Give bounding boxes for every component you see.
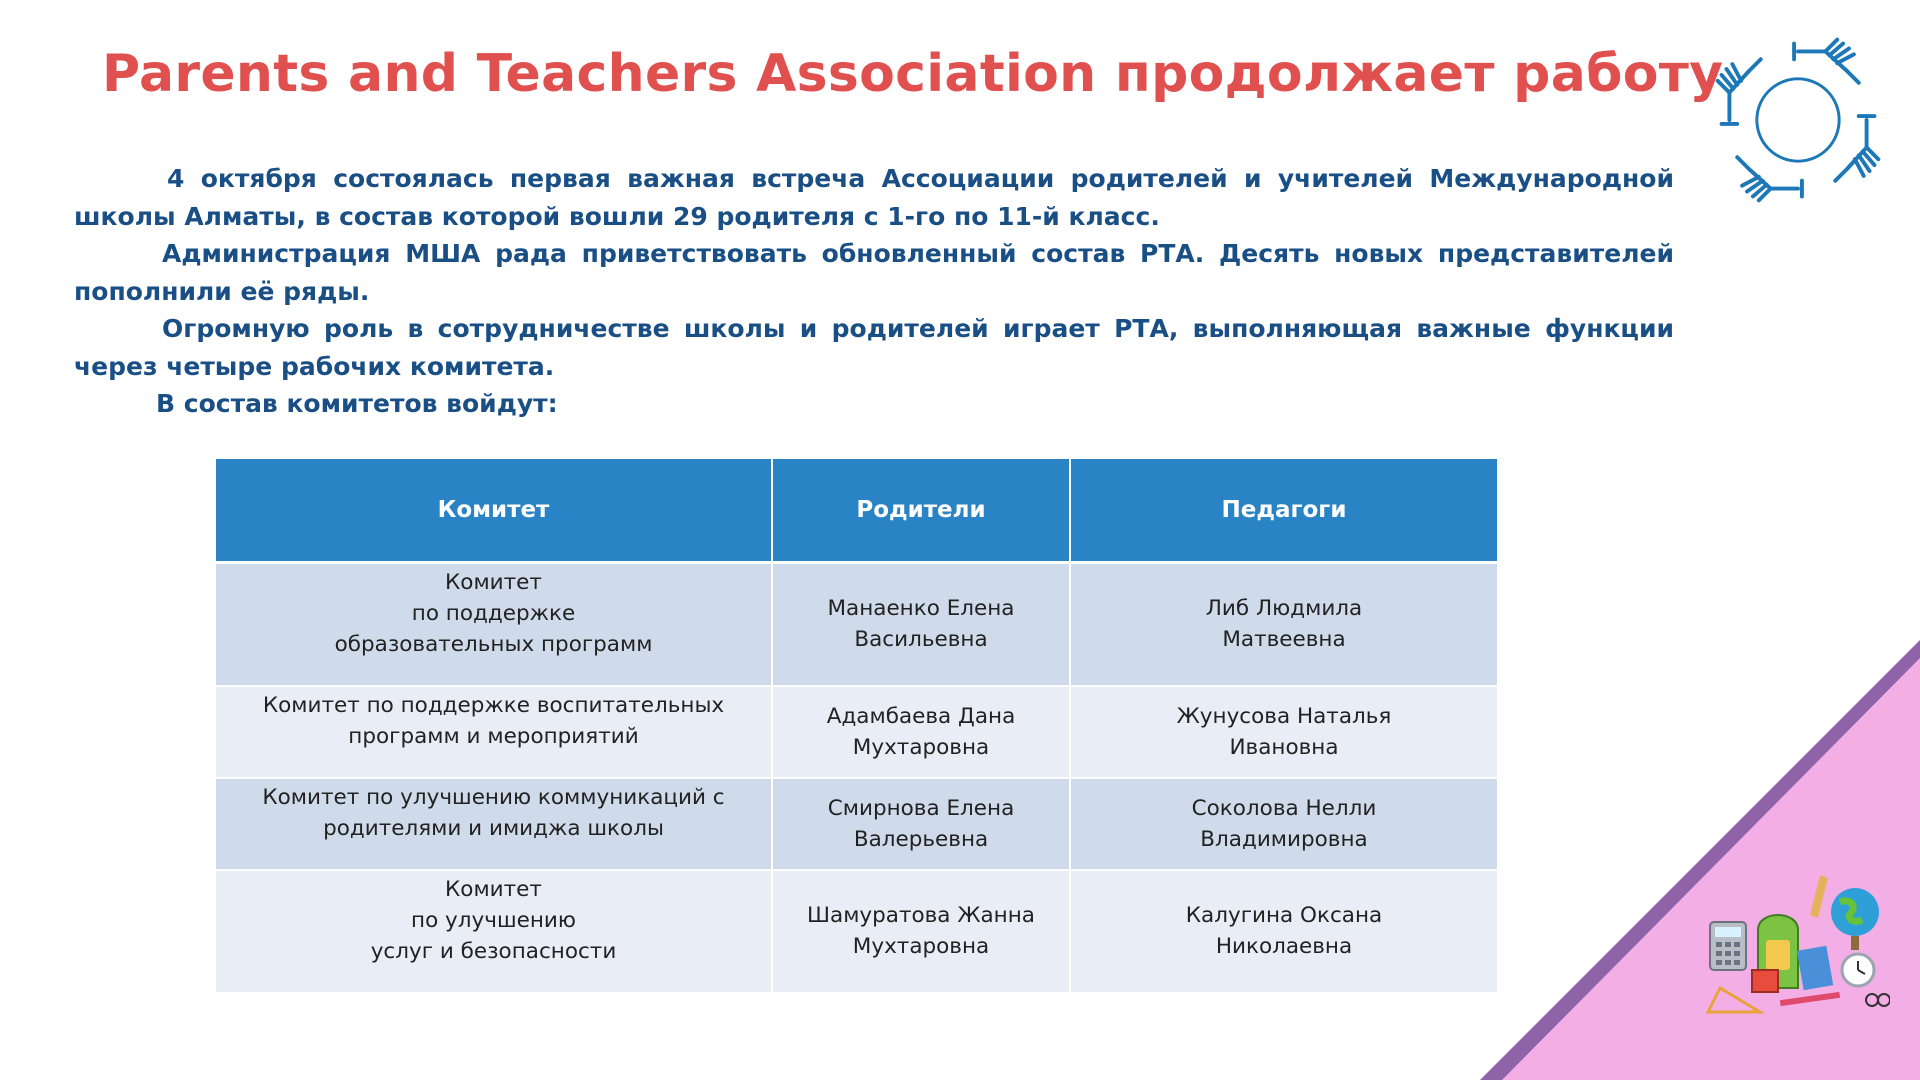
committee-cell <box>216 563 772 686</box>
parent-name-line: Шамуратова Жанна <box>807 903 1035 928</box>
parent-name-line: Манаенко Елена <box>827 596 1015 622</box>
teacher-name-line: Либ Людмила <box>1205 596 1363 622</box>
intro-paragraph-2: Администрация МША рада приветствовать обновленный состав РТА. Десять новых представителей пополнили её ряды. <box>74 239 1674 306</box>
parent-name-line: Смирнова Елена <box>827 795 1015 821</box>
table-row <box>216 563 1497 686</box>
committee-line: Комитет <box>445 876 542 902</box>
parent-name-line: Мухтаровна <box>852 734 990 760</box>
header-teachers: Педагоги <box>1070 459 1497 563</box>
header-parents: Родители <box>772 459 1070 563</box>
parents-cell <box>772 563 1070 686</box>
committee-line: родителями и имиджа школы <box>323 815 664 841</box>
committee-line: образовательных программ <box>334 632 653 657</box>
parents-cell <box>772 870 1070 993</box>
parents-cell <box>772 778 1070 870</box>
table-header-row <box>216 459 1497 563</box>
teacher-name-line: Матвеевна <box>1222 627 1346 653</box>
committee-line: Комитет по поддержке воспитательных <box>262 692 725 718</box>
teachers-cell <box>1070 778 1497 870</box>
parents-cell <box>772 686 1070 778</box>
parent-name-line: Валерьевна <box>853 826 989 852</box>
teacher-name-line: Ивановна <box>1229 734 1339 760</box>
intro-paragraph-3: Огромную роль в сотрудничестве школы и родителей играет РТА, выполняющая важные функции через четыре рабочих комитета. <box>74 314 1674 381</box>
intro-paragraph-1: 4 октября состоялась первая важная встреча Ассоциации родителей и учителей Международной школы Алматы, в состав которой вошли 29 родителя с 1-го по 11-й класс. <box>74 164 1674 231</box>
committee-cell <box>216 778 772 870</box>
teachers-cell <box>1070 563 1497 686</box>
teachers-cell <box>1070 686 1497 778</box>
intro-paragraph-4: В состав комитетов войдут: <box>156 389 558 418</box>
parent-name-line: Васильевна <box>854 627 988 653</box>
committee-line: по улучшению <box>411 907 576 933</box>
committee-cell <box>216 870 772 993</box>
committees-table <box>216 459 1497 994</box>
table-row <box>216 686 1497 778</box>
parent-name-line: Мухтаровна <box>852 934 990 959</box>
teacher-name-line: Николаевна <box>1215 934 1353 959</box>
teacher-name-line: Соколова Нелли <box>1191 795 1377 821</box>
teachers-cell <box>1070 870 1497 993</box>
committee-line: программ и мероприятий <box>348 723 639 749</box>
table-row <box>216 778 1497 870</box>
teacher-name-line: Калугина Оксана <box>1185 903 1383 928</box>
teacher-name-line: Жунусова Наталья <box>1176 703 1392 729</box>
intro-text <box>74 160 1674 423</box>
joined-hands-circle-icon <box>1700 22 1896 218</box>
school-supplies-icon <box>1700 870 1890 1015</box>
committee-cell <box>216 686 772 778</box>
committee-line: услуг и безопасности <box>370 938 617 964</box>
header-committee: Комитет <box>216 459 772 563</box>
table-row <box>216 870 1497 993</box>
committee-line: Комитет <box>445 570 542 595</box>
parent-name-line: Адамбаева Дана <box>826 703 1016 729</box>
committee-line: Комитет по улучшению коммуникаций с <box>262 784 725 810</box>
page-title: Parents and Teachers Association продолжает работу <box>102 44 1724 104</box>
teacher-name-line: Владимировна <box>1200 826 1368 852</box>
committee-line: по поддержке <box>411 601 576 626</box>
